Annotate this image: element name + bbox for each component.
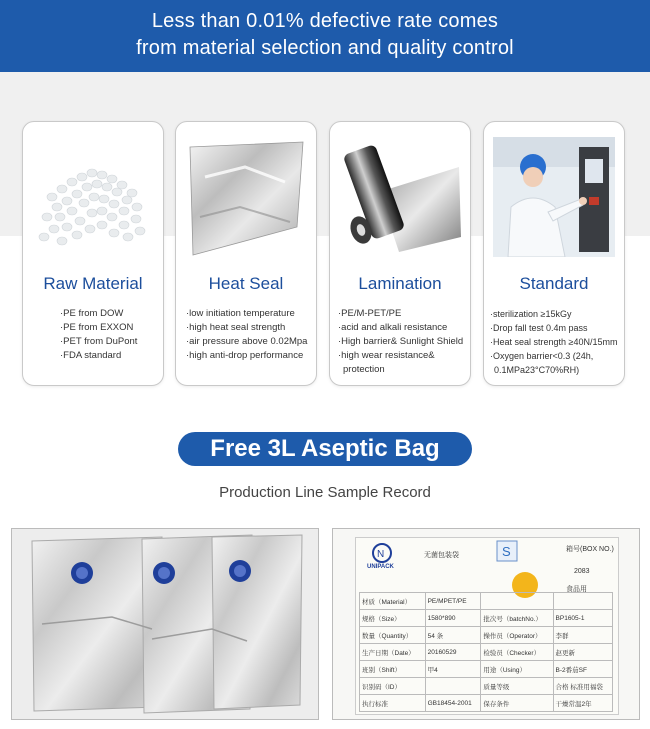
table-row [360,678,613,695]
card-lamination [329,121,471,386]
table-cell: 20160529 [425,644,481,661]
svg-text:S: S [502,544,511,559]
table-cell [481,593,553,610]
table-cell: 用途（Using） [481,661,553,678]
feature-item: ·Drop fall test 0.4m pass [490,323,588,333]
box-no-value: 2083 [574,568,590,575]
table-cell: 干燥常温2年 [553,695,612,712]
table-cell: 检验员（Checker） [481,644,553,661]
brand-name: UNIPACK [367,564,394,570]
table-cell [425,678,481,695]
unipack-logo-icon [369,542,395,564]
quality-seal-icon [496,540,518,562]
card-title: Standard [519,274,589,293]
card-features [176,307,316,363]
feature-item: ·acid and alkali resistance [338,322,448,333]
table-cell: 数量（Quantity） [360,627,426,644]
box-no-label: 箱号(BOX NO.) [566,546,614,553]
feature-item: ·low initiation temperature [186,308,295,319]
use-label: 食品用 [566,586,587,593]
header-banner [0,0,650,72]
table-cell: B-2番茄SF [553,661,612,678]
table-cell: 班别（Shift） [360,661,426,678]
lab-technician-image [493,137,615,257]
product-name: 无菌包装袋 [424,552,459,559]
table-cell: BP1605-1 [553,610,612,627]
table-row [360,593,613,610]
feature-item: ·Oxygen barrier<0.3 (24h, [490,351,594,361]
table-row [360,627,613,644]
label-sheet [355,537,619,715]
table-cell: 赵更新 [553,644,612,661]
aseptic-bags-photo [11,528,319,720]
feature-item: ·PE/M-PET/PE [338,308,402,319]
table-cell: 执行标准 [360,695,426,712]
pellets-image [32,137,154,257]
svg-text:N: N [377,549,385,560]
card-raw-material [22,121,164,386]
card-title: Lamination [358,274,442,293]
card-standard [483,121,625,386]
feature-item: ·PET from DuPont [60,336,138,347]
product-title-pill: Free 3L Aseptic Bag [178,432,472,466]
table-cell: 54 条 [425,627,481,644]
table-cell [553,593,612,610]
table-cell: 李群 [553,627,612,644]
film-roll-image [339,137,461,257]
table-cell: 规格（Size） [360,610,426,627]
feature-item: ·FDA standard [60,350,122,361]
table-row [360,695,613,712]
table-cell: 材质（Material） [360,593,426,610]
table-cell: 1580*890 [425,610,481,627]
table-cell: 生产日期（Date） [360,644,426,661]
table-cell: 甲4 [425,661,481,678]
feature-item: ·sterilization ≥15kGy [490,309,572,319]
section-subtitle: Production Line Sample Record [219,484,431,501]
feature-item: ·high wear resistance& [338,350,435,361]
table-row [360,661,613,678]
card-heat-seal [175,121,317,386]
label-table [359,592,613,712]
feature-item: ·high anti-drop performance [186,350,304,361]
header-line-1: Less than 0.01% defective rate comes [151,10,499,32]
card-features [23,307,163,363]
feature-item: ·PE from DOW [60,308,124,319]
foil-bag-image [185,137,307,257]
table-cell: PE/MPET/PE [425,593,481,610]
table-cell: 批次号（batchNo.） [481,610,553,627]
feature-item: ·Heat seal strength ≥40N/15mm [490,337,618,347]
feature-item: ·high heat seal strength [186,322,286,333]
feature-item: 0.1MPa23°C70%RH) [494,365,580,375]
card-features [484,307,624,377]
table-row [360,610,613,627]
label-sheet-photo [332,528,640,720]
table-cell: 操作员（Operator） [481,627,553,644]
header-line-2: from material selection and quality control [136,37,514,59]
table-cell: GB18454-2001 [425,695,481,712]
table-cell: 识别码（ID） [360,678,426,695]
card-title: Raw Material [43,274,143,293]
feature-item: ·air pressure above 0.02Mpa [186,336,308,347]
table-cell: 质量等级 [481,678,553,695]
table-cell: 合格 标准用福袋 [553,678,612,695]
feature-item: ·PE from EXXON [60,322,134,333]
table-row [360,644,613,661]
card-title: Heat Seal [208,274,284,293]
feature-item: ·High barrier& Sunlight Shield [338,336,464,347]
card-features [330,307,470,377]
table-cell: 保存条件 [481,695,553,712]
feature-item: protection [343,364,385,375]
